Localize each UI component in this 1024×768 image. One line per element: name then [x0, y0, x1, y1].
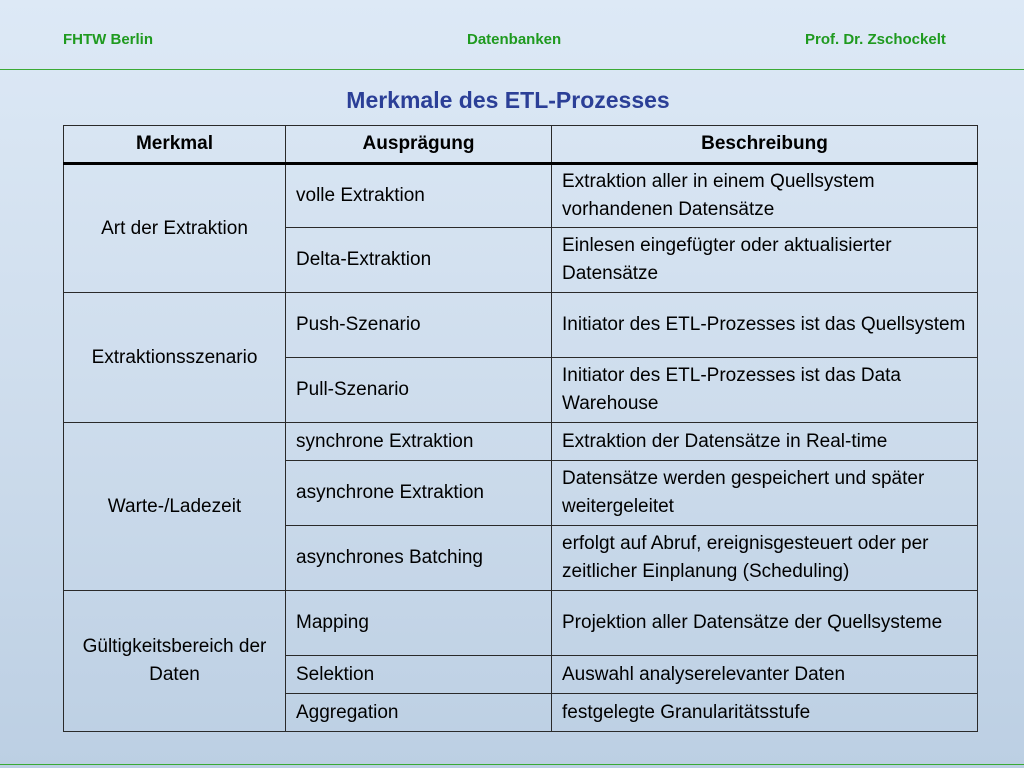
auspraegung-cell: asynchrone Extraktion: [286, 461, 552, 526]
table-row: [64, 164, 978, 228]
etl-features-table: [63, 125, 978, 732]
header-institution: FHTW Berlin: [63, 31, 153, 48]
beschreibung-cell: Einlesen eingefügter oder aktualisierter Datensätze: [552, 228, 978, 293]
auspraegung-cell: synchrone Extraktion: [286, 423, 552, 461]
column-header-auspraegung: Ausprägung: [286, 126, 552, 164]
table-header-row: [64, 126, 978, 164]
merkmal-cell: Gültigkeitsbereich der Daten: [64, 591, 286, 732]
header-course: Datenbanken: [467, 31, 562, 48]
table-row: [64, 591, 978, 656]
beschreibung-cell: Projektion aller Datensätze der Quellsysteme: [552, 591, 978, 656]
auspraegung-cell: Aggregation: [286, 694, 552, 732]
auspraegung-cell: Selektion: [286, 656, 552, 694]
auspraegung-cell: asynchrones Batching: [286, 526, 552, 591]
beschreibung-cell: erfolgt auf Abruf, ereignisgesteuert oder per zeitlicher Einplanung (Scheduling): [552, 526, 978, 591]
auspraegung-cell: Pull-Szenario: [286, 358, 552, 423]
table-row: [64, 293, 978, 358]
auspraegung-cell: Delta-Extraktion: [286, 228, 552, 293]
auspraegung-cell: Push-Szenario: [286, 293, 552, 358]
beschreibung-cell: Extraktion der Datensätze in Real-time: [552, 423, 978, 461]
beschreibung-cell: Initiator des ETL-Prozesses ist das Quellsystem: [552, 293, 978, 358]
beschreibung-cell: Auswahl analyserelevanter Daten: [552, 656, 978, 694]
header-author: Prof. Dr. Zschockelt: [805, 31, 946, 48]
slide-title: Merkmale des ETL-Prozesses: [346, 87, 670, 113]
beschreibung-cell: Extraktion aller in einem Quellsystem vorhandenen Datensätze: [552, 164, 978, 228]
merkmal-cell: Extraktionsszenario: [64, 293, 286, 423]
beschreibung-cell: festgelegte Granularitätsstufe: [552, 694, 978, 732]
footer-divider: [0, 764, 1024, 765]
auspraegung-cell: volle Extraktion: [286, 164, 552, 228]
column-header-merkmal: Merkmal: [64, 126, 286, 164]
beschreibung-cell: Initiator des ETL-Prozesses ist das Data Warehouse: [552, 358, 978, 423]
slide-header: [0, 0, 1024, 70]
column-header-beschreibung: Beschreibung: [552, 126, 978, 164]
merkmal-cell: Warte-/Ladezeit: [64, 423, 286, 591]
table-row: [64, 423, 978, 461]
merkmal-cell: Art der Extraktion: [64, 164, 286, 293]
beschreibung-cell: Datensätze werden gespeichert und später weitergeleitet: [552, 461, 978, 526]
auspraegung-cell: Mapping: [286, 591, 552, 656]
